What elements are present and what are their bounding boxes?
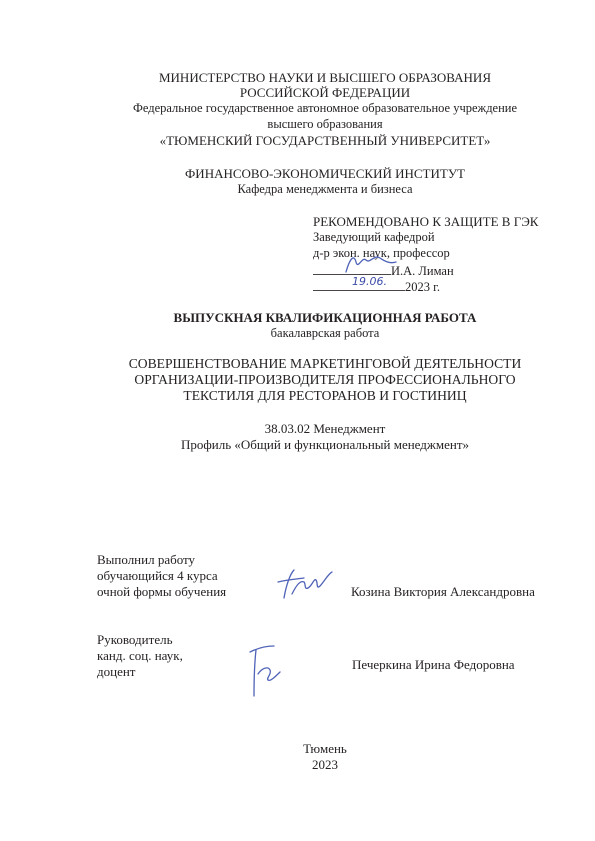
student-signature-icon bbox=[270, 564, 340, 604]
approval-title: РЕКОМЕНДОВАНО К ЗАЩИТЕ В ГЭК bbox=[313, 214, 539, 229]
supervisor-signature-icon bbox=[236, 640, 296, 700]
institution-line-1: Федеральное государственное автономное образовательное учреждение bbox=[132, 101, 518, 115]
approval-position: Заведующий кафедрой bbox=[313, 230, 435, 244]
student-line-2: обучающийся 4 курса bbox=[97, 568, 218, 583]
work-title-line-1: СОВЕРШЕНСТВОВАНИЕ МАРКЕТИНГОВОЙ ДЕЯТЕЛЬНОСТИ bbox=[128, 356, 522, 371]
work-type: ВЫПУСКНАЯ КВАЛИФИКАЦИОННАЯ РАБОТА bbox=[173, 310, 477, 325]
city: Тюмень bbox=[303, 741, 347, 756]
supervisor-line-2: канд. соц. наук, bbox=[97, 648, 183, 663]
supervisor-line-3: доцент bbox=[97, 664, 136, 679]
institution-line-2: высшего образования bbox=[267, 117, 383, 131]
work-subtype: бакалаврская работа bbox=[270, 326, 380, 340]
approval-signature-icon bbox=[340, 248, 400, 278]
approval-year: 2023 г. bbox=[405, 280, 440, 294]
specialty: 38.03.02 Менеджмент bbox=[264, 421, 386, 436]
institute-name: ФИНАНСОВО-ЭКОНОМИЧЕСКИЙ ИНСТИТУТ bbox=[185, 166, 465, 181]
student-line-1: Выполнил работу bbox=[97, 552, 196, 567]
profile: Профиль «Общий и функциональный менеджмент» bbox=[180, 437, 470, 452]
year: 2023 bbox=[312, 757, 338, 772]
work-title-line-3: ТЕКСТИЛЯ ДЛЯ РЕСТОРАНОВ И ГОСТИНИЦ bbox=[183, 388, 467, 403]
approval-degree: д-р экон. наук, профессор bbox=[313, 246, 450, 260]
supervisor-line-1: Руководитель bbox=[97, 632, 173, 647]
university-name: «ТЮМЕНСКИЙ ГОСУДАРСТВЕННЫЙ УНИВЕРСИТЕТ» bbox=[159, 133, 491, 148]
student-line-3: очной формы обучения bbox=[97, 584, 227, 599]
handwritten-date: 19.06. bbox=[352, 275, 387, 288]
ministry-line-2: РОССИЙСКОЙ ФЕДЕРАЦИИ bbox=[239, 85, 411, 100]
department-name: Кафедра менеджмента и бизнеса bbox=[237, 182, 413, 196]
supervisor-name: Печеркина Ирина Федоровна bbox=[352, 657, 515, 672]
approval-name: И.А. Лиман bbox=[391, 264, 454, 278]
work-title-line-2: ОРГАНИЗАЦИИ-ПРОИЗВОДИТЕЛЯ ПРОФЕССИОНАЛЬНОГО bbox=[134, 372, 516, 387]
ministry-line-1: МИНИСТЕРСТВО НАУКИ И ВЫСШЕГО ОБРАЗОВАНИЯ bbox=[158, 70, 491, 85]
student-name: Козина Виктория Александровна bbox=[351, 584, 535, 599]
